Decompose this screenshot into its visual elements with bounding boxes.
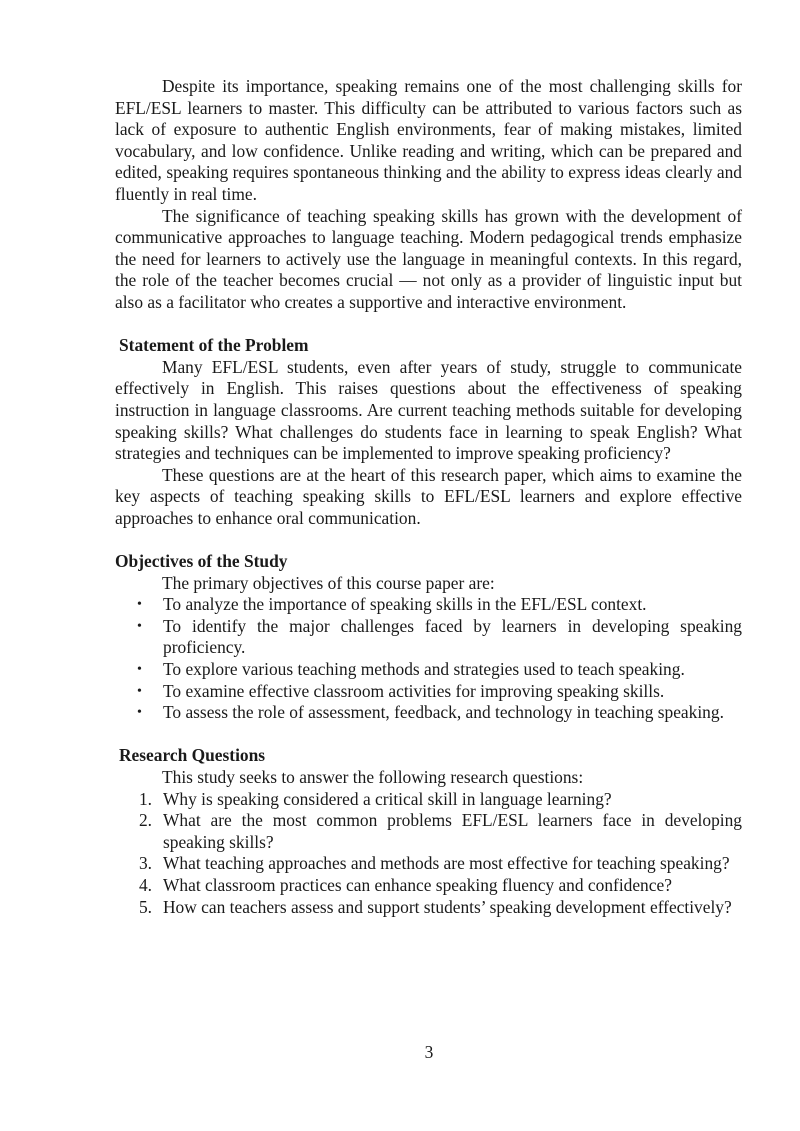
bullet-marker: • [137, 705, 142, 721]
question-text: What teaching approaches and methods are most effective for teaching speaking? [163, 853, 730, 874]
list-item [115, 594, 742, 616]
list-number: 2. [138, 810, 152, 831]
objectives-intro: The primary objectives of this course paper are: [162, 572, 495, 593]
list-number: 4. [138, 874, 152, 895]
section-spacer [115, 529, 742, 551]
list-item [115, 875, 742, 897]
bullet-marker: • [137, 597, 142, 613]
list-item [115, 616, 742, 659]
question-text: What are the most common problems EFL/ESL learners face in developing speaking skills? [163, 810, 742, 852]
bullet-marker: • [137, 683, 142, 699]
question-text: Why is speaking considered a critical skill in language learning? [163, 788, 612, 809]
intro-paragraph-2: The significance of teaching speaking skills has grown with the development of communicative approaches to language teaching. Modern pedagogical trends emphasize the need for learners to actively use the language in meaningful contexts. In this regard, the role of the teacher becomes crucial — not only as a provider of linguistic input but also as a facilitator who creates a supportive and interactive environment. [115, 205, 742, 312]
objectives-list [115, 594, 742, 724]
list-number: 5. [138, 896, 152, 917]
objective-text: To explore various teaching methods and strategies used to teach speaking. [163, 659, 685, 680]
question-text: What classroom practices can enhance speaking fluency and confidence? [163, 874, 672, 895]
problem-paragraph-1: Many EFL/ESL students, even after years of study, struggle to communicate effectively in English. This raises questions about the effectiveness of speaking instruction in language classrooms. Are current teaching methods suitable for developing speaking skills? What challenges do students face in learning to speak English? What strategies and techniques can be implemented to improve speaking proficiency? [115, 356, 742, 464]
objectives-heading: Objectives of the Study [115, 551, 288, 572]
problem-heading: Statement of the Problem [119, 335, 309, 356]
list-item [115, 702, 742, 724]
questions-intro: This study seeks to answer the following research questions: [162, 767, 584, 787]
list-number: 3. [138, 853, 152, 874]
list-item [115, 789, 742, 811]
list-item [115, 853, 742, 875]
list-item [115, 681, 742, 703]
question-text: How can teachers assess and support students’ speaking development effectively? [163, 896, 732, 917]
document-page [115, 76, 742, 918]
objective-text: To identify the major challenges faced by learners in developing speaking proficiency. [163, 615, 742, 658]
bullet-marker: • [137, 662, 142, 678]
objective-text: To assess the role of assessment, feedback, and technology in teaching speaking. [163, 702, 724, 723]
section-spacer [115, 724, 742, 746]
intro-paragraph-1: Despite its importance, speaking remains one of the most challenging skills for EFL/ESL learners to master. This difficulty can be attributed to various factors such as lack of exposure to authentic English environments, fear of making mistakes, limited vocabulary, and low confidence. Unlike reading and writing, which can be prepared and edited, speaking requires spontaneous thinking and the ability to express ideas clearly and fluently in real time. [115, 76, 742, 204]
list-item [115, 897, 742, 919]
page-number: 3 [424, 1042, 434, 1062]
objective-text: To analyze the importance of speaking skills in the EFL/ESL context. [163, 594, 647, 615]
list-item [115, 659, 742, 681]
list-item [115, 810, 742, 853]
problem-paragraph-2: These questions are at the heart of this research paper, which aims to examine the key aspects of teaching speaking skills to EFL/ESL learners and explore effective approaches to enhance oral communication. [115, 464, 742, 528]
bullet-marker: • [137, 618, 142, 634]
objective-text: To examine effective classroom activities for improving speaking skills. [163, 680, 665, 701]
section-spacer [115, 314, 742, 336]
questions-heading: Research Questions [119, 745, 266, 766]
questions-list [115, 789, 742, 919]
list-number: 1. [138, 788, 152, 809]
